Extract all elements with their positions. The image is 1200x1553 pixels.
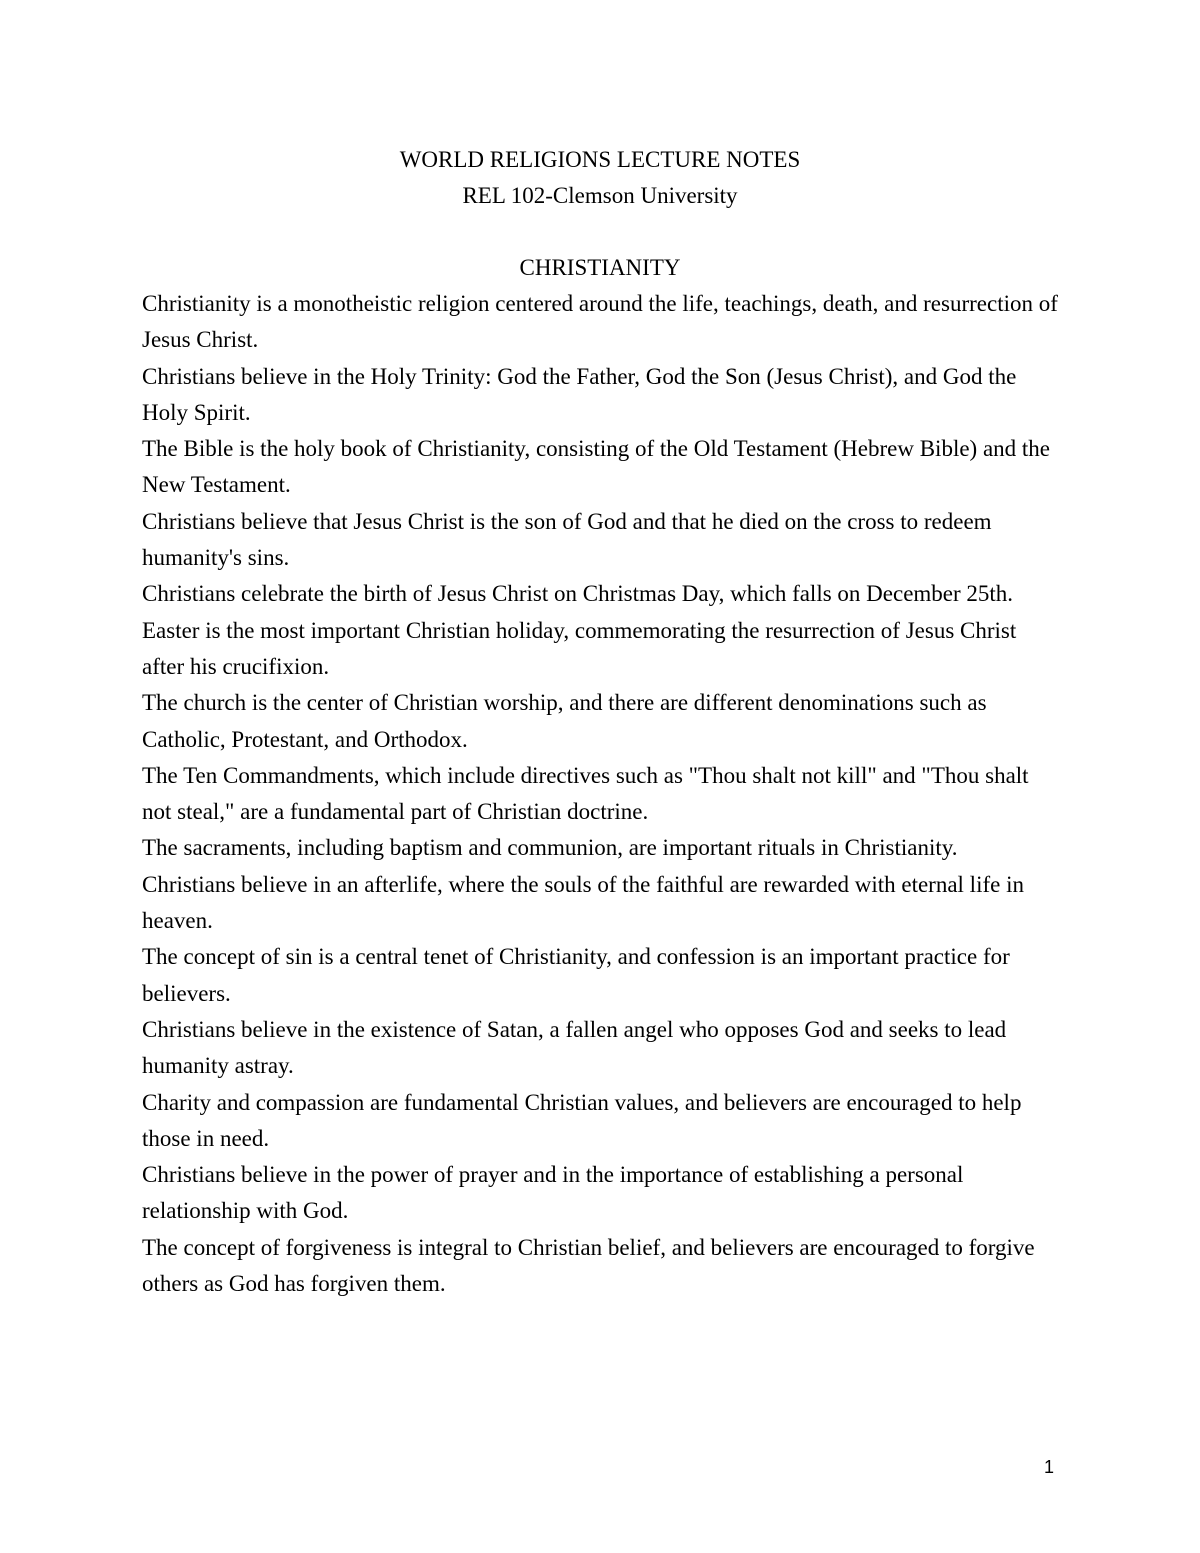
paragraph: Christians believe that Jesus Christ is the son of God and that he died on the cross to redeem humanity's sins.: [142, 508, 992, 571]
paragraph: Christians celebrate the birth of Jesus Christ on Christmas Day, which falls on December 25th.: [142, 581, 1014, 607]
document-header: [0, 142, 1200, 214]
paragraph: Easter is the most important Christian holiday, commemorating the resurrection of Jesus Christ after his crucifixion.: [142, 617, 1017, 679]
paragraph: The Bible is the holy book of Christianity, consisting of the Old Testament (Hebrew Bible) and the New Testament.: [142, 436, 1051, 498]
paragraph: Charity and compassion are fundamental Christian values, and believers are encouraged to help those in need.: [142, 1089, 1022, 1151]
page-number: 1: [1044, 1457, 1055, 1477]
section-heading: CHRISTIANITY: [519, 255, 681, 280]
paragraph: Christians believe in the existence of Satan, a fallen angel who opposes God and seeks to lead humanity astray.: [142, 1016, 1007, 1079]
paragraph: The church is the center of Christian worship, and there are different denominations such as Catholic, Protestant, and Orthodox.: [142, 690, 987, 752]
paragraph: The concept of forgiveness is integral to Christian belief, and believers are encouraged to forgive others as God has forgiven them.: [142, 1234, 1035, 1297]
document-subtitle: REL 102-Clemson University: [462, 183, 738, 208]
document-title: WORLD RELIGIONS LECTURE NOTES: [399, 147, 801, 172]
paragraph: Christianity is a monotheistic religion centered around the life, teachings, death, and resurrection of Jesus Christ.: [142, 291, 1058, 353]
paragraph: Christians believe in the power of prayer and in the importance of establishing a personal relationship with God.: [142, 1162, 964, 1224]
paragraph: Christians believe in the Holy Trinity: God the Father, God the Son (Jesus Christ), and God the Holy Spirit.: [142, 363, 1017, 425]
body-text: [142, 286, 1062, 1302]
paragraph: The concept of sin is a central tenet of Christianity, and confession is an important practice for believers.: [142, 944, 1010, 1006]
paragraph: Christians believe in an afterlife, where the souls of the faithful are rewarded with eternal life in heaven.: [142, 871, 1024, 934]
paragraph: The sacraments, including baptism and communion, are important rituals in Christianity.: [142, 835, 958, 861]
paragraph: The Ten Commandments, which include directives such as "Thou shalt not kill" and "Thou shalt not steal," are a fundamental part of Christian doctrine.: [142, 762, 1029, 825]
